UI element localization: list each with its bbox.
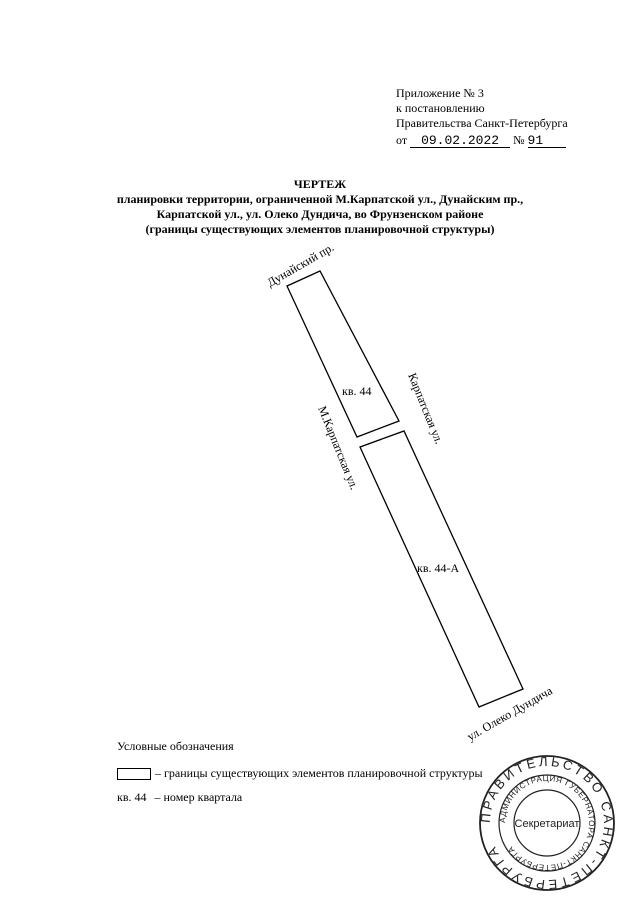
street-label-karpatskaya: Карпатская ул. (405, 370, 447, 446)
appendix-from-prefix: от (396, 133, 408, 147)
stamp-inner-text: АДМИНИСТРАЦИЯ ГУБЕРНАТОРА САНКТ-ПЕТЕРБУРГА (497, 773, 597, 873)
stamp-outer-text: ПРАВИТЕЛЬСТВО САНКТ-ПЕТЕРБУРГА (477, 753, 617, 893)
legend-item-boundary (117, 766, 483, 781)
title-heading: ЧЕРТЕЖ (293, 177, 347, 191)
stamp-center-text: Секретариат (514, 818, 580, 830)
legend-boundary-symbol (117, 768, 151, 780)
legend-boundary-text: – границы существующих элементов планировочной структуры (155, 766, 483, 780)
appendix-line-2: к постановлению (396, 101, 485, 115)
legend-heading: Условные обозначения (117, 739, 234, 753)
street-label-dunaisky: Дунайский пр. (264, 240, 337, 290)
appendix-number: 91 (528, 134, 566, 148)
appendix-date: 09.02.2022 (410, 134, 510, 148)
street-label-oleko-dundicha: ул. Олеко Дундича (464, 683, 555, 744)
legend-item-block-number (117, 790, 242, 805)
block-44-boundary (287, 271, 399, 437)
legend-block-symbol: кв. 44 (117, 790, 147, 804)
appendix-line-1: Приложение № 3 (396, 86, 484, 100)
appendix-line-3: Правительства Санкт-Петербурга (396, 116, 568, 130)
title-line-3: (границы существующих элементов планировочной структуры) (145, 222, 495, 236)
street-label-m-karpatskaya: М.Карпатская ул. (315, 403, 362, 492)
block-label-44: кв. 44 (342, 384, 372, 398)
block-label-44a: кв. 44-А (417, 561, 460, 575)
official-stamp (478, 754, 616, 892)
appendix-number-prefix: № (513, 133, 525, 147)
title-line-1: планировки территории, ограниченной М.Карпатской ул., Дунайским пр., (116, 192, 524, 206)
title-line-2: Карпатской ул., ул. Олеко Дундича, во Фрунзенском районе (156, 207, 484, 221)
legend-block-text: – номер квартала (154, 790, 243, 804)
